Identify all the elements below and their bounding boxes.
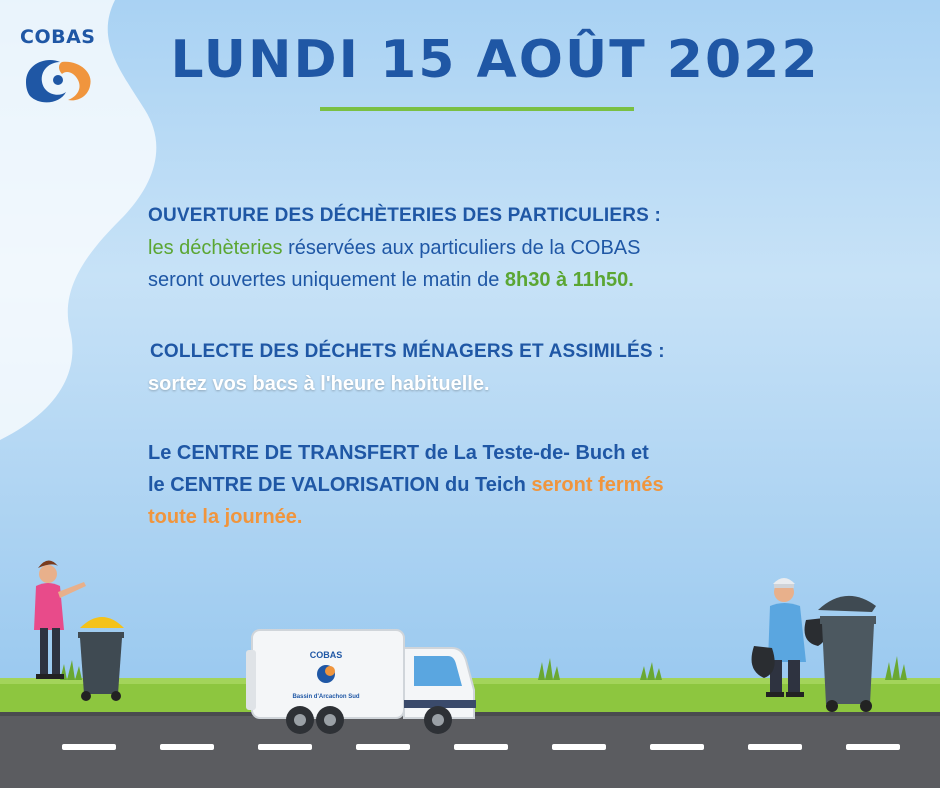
- section-centres-line2-main: le CENTRE DE VALORISATION du Teich: [148, 474, 532, 496]
- truck-brand: COBAS: [309, 650, 343, 660]
- dechetteries-line2-text: seront ouvertes uniquement le matin de: [148, 269, 505, 291]
- section-collecte-body: sortez vos bacs à l'heure habituelle.: [148, 373, 490, 395]
- section-dechetteries-line1: [148, 232, 848, 264]
- logo-text: COBAS: [20, 26, 96, 48]
- person-left: [34, 560, 86, 679]
- garbage-truck: [246, 630, 476, 734]
- street-scene-illustration: [0, 540, 940, 788]
- dechetteries-highlight: les déchèteries: [148, 237, 283, 259]
- section-centres-line3: toute la journée.: [148, 506, 303, 528]
- section-centres-line2: [148, 469, 868, 501]
- section-dechetteries-heading: OUVERTURE DES DÉCHÈTERIES DES PARTICULIERS :: [148, 205, 662, 226]
- section-collecte: [150, 336, 850, 400]
- dechetteries-hours: 8h30 à 11h50.: [504, 269, 634, 291]
- section-centres: [148, 437, 868, 533]
- truck-tagline: Bassin d'Arcachon Sud: [292, 694, 360, 700]
- trash-bin-left: [78, 617, 124, 701]
- page-title: LUNDI 15 AOÛT 2022: [170, 30, 820, 90]
- title-underline: [320, 107, 634, 111]
- trash-bin-right: [818, 596, 876, 712]
- section-dechetteries: [148, 200, 848, 296]
- section-collecte-heading: COLLECTE DES DÉCHETS MÉNAGERS ET ASSIMILÉS :: [150, 341, 665, 362]
- section-centres-closed: seront fermés: [531, 474, 664, 496]
- section-centres-line1: Le CENTRE DE TRANSFERT de La Teste-de- Buch et: [148, 442, 649, 464]
- section-dechetteries-line2: [148, 264, 848, 296]
- dechetteries-line1-rest: réservées aux particuliers de la COBAS: [282, 237, 641, 259]
